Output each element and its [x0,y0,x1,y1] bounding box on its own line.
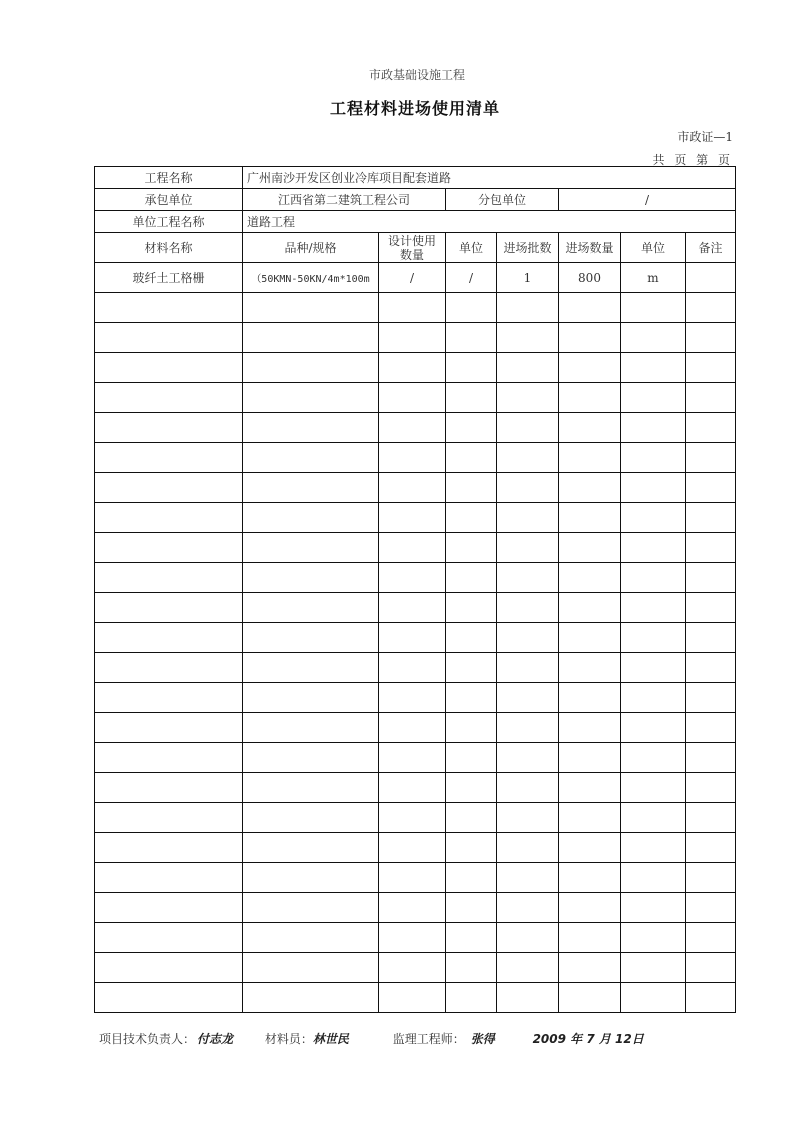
empty-table-row [95,443,736,473]
empty-cell [497,743,559,773]
empty-cell [497,833,559,863]
empty-cell [446,893,497,923]
cell-batches: 1 [497,263,559,293]
contractor-label: 承包单位 [95,189,243,211]
empty-cell [95,563,243,593]
empty-cell [243,353,379,383]
project-name-label: 工程名称 [95,167,243,189]
empty-cell [559,293,621,323]
empty-cell [379,593,446,623]
empty-cell [497,773,559,803]
empty-cell [497,953,559,983]
empty-cell [446,563,497,593]
empty-table-row [95,983,736,1013]
cell-material: 玻纤土工格栅 [95,263,243,293]
empty-cell [621,383,686,413]
empty-cell [243,893,379,923]
empty-cell [621,713,686,743]
empty-cell [686,683,736,713]
col-remark: 备注 [686,233,736,263]
empty-cell [446,653,497,683]
empty-cell [243,833,379,863]
empty-cell [686,743,736,773]
empty-cell [621,443,686,473]
empty-cell [243,473,379,503]
empty-table-row [95,953,736,983]
empty-cell [497,383,559,413]
empty-cell [621,953,686,983]
empty-cell [686,563,736,593]
empty-cell [559,623,621,653]
empty-cell [621,773,686,803]
empty-cell [686,353,736,383]
empty-cell [621,533,686,563]
empty-cell [446,473,497,503]
col-batches: 进场批数 [497,233,559,263]
empty-cell [95,743,243,773]
empty-table-row [95,713,736,743]
empty-cell [446,323,497,353]
empty-cell [686,983,736,1013]
empty-cell [95,923,243,953]
contractor-value: 江西省第二建筑工程公司 [243,189,446,211]
empty-cell [379,323,446,353]
col-material: 材料名称 [95,233,243,263]
material-list-table [94,166,736,1013]
empty-cell [95,413,243,443]
empty-table-row [95,923,736,953]
empty-cell [446,383,497,413]
empty-cell [497,653,559,683]
empty-cell [379,773,446,803]
empty-cell [379,533,446,563]
empty-table-row [95,413,736,443]
empty-cell [497,443,559,473]
empty-cell [559,713,621,743]
empty-cell [95,713,243,743]
empty-cell [686,293,736,323]
empty-cell [559,803,621,833]
empty-cell [243,773,379,803]
empty-cell [379,623,446,653]
unit-project-label: 单位工程名称 [95,211,243,233]
unit-project-value: 道路工程 [243,211,736,233]
page-count: 共 页 第 页 [652,153,733,167]
empty-cell [621,293,686,323]
empty-cell [497,503,559,533]
empty-cell [379,383,446,413]
empty-cell [243,503,379,533]
empty-cell [497,413,559,443]
empty-table-row [95,773,736,803]
empty-cell [621,413,686,443]
empty-cell [243,923,379,953]
empty-cell [559,743,621,773]
empty-cell [686,593,736,623]
empty-cell [243,653,379,683]
empty-cell [446,833,497,863]
empty-cell [379,293,446,323]
empty-cell [243,713,379,743]
empty-cell [446,863,497,893]
empty-cell [559,833,621,863]
cell-unit2: m [621,263,686,293]
empty-cell [559,863,621,893]
empty-cell [95,773,243,803]
empty-cell [621,983,686,1013]
empty-table-row [95,473,736,503]
empty-cell [559,503,621,533]
empty-cell [379,683,446,713]
empty-cell [559,323,621,353]
col-unit2: 单位 [621,233,686,263]
empty-cell [621,833,686,863]
empty-cell [379,503,446,533]
empty-cell [243,623,379,653]
empty-cell [446,443,497,473]
empty-cell [621,593,686,623]
empty-cell [379,653,446,683]
empty-cell [559,893,621,923]
empty-cell [559,473,621,503]
empty-cell [559,923,621,953]
empty-cell [95,863,243,893]
empty-cell [497,623,559,653]
empty-cell [621,803,686,833]
empty-cell [243,983,379,1013]
empty-cell [446,743,497,773]
empty-cell [243,743,379,773]
empty-cell [379,893,446,923]
material-clerk-signature: 林世民 [312,1032,349,1046]
empty-cell [243,863,379,893]
empty-cell [446,803,497,833]
empty-cell [446,593,497,623]
empty-cell [559,983,621,1013]
tech-lead-label: 项目技术负责人： [99,1032,196,1046]
empty-cell [621,923,686,953]
empty-cell [243,563,379,593]
empty-cell [379,923,446,953]
col-unit: 单位 [446,233,497,263]
empty-cell [379,413,446,443]
empty-table-row [95,383,736,413]
empty-cell [497,683,559,713]
empty-cell [497,593,559,623]
empty-cell [686,653,736,683]
contractor-row [95,189,736,211]
empty-cell [379,743,446,773]
cell-design-qty: / [379,263,446,293]
empty-cell [621,893,686,923]
document-subtitle: 市政基础设施工程 [368,68,465,82]
empty-table-row [95,293,736,323]
signature-footer [99,1030,739,1047]
empty-table-row [95,833,736,863]
empty-cell [446,983,497,1013]
project-name-row [95,167,736,189]
empty-cell [243,293,379,323]
empty-cell [559,773,621,803]
unit-project-row [95,211,736,233]
project-name-value: 广州南沙开发区创业冷库项目配套道路 [243,167,736,189]
empty-cell [621,743,686,773]
empty-cell [559,953,621,983]
cell-remark [686,263,736,293]
empty-cell [95,623,243,653]
column-header-row [95,233,736,263]
empty-cell [95,653,243,683]
subcontractor-value: / [559,189,736,211]
col-entry-qty: 进场数量 [559,233,621,263]
empty-table-row [95,803,736,833]
empty-cell [446,623,497,653]
empty-cell [95,353,243,383]
empty-cell [446,413,497,443]
empty-cell [621,563,686,593]
cell-entry-qty: 800 [559,263,621,293]
empty-cell [686,413,736,443]
empty-cell [95,953,243,983]
empty-table-row [95,593,736,623]
cell-unit: / [446,263,497,293]
empty-cell [95,383,243,413]
empty-cell [621,653,686,683]
empty-table-row [95,503,736,533]
table-row [95,263,736,293]
empty-cell [497,923,559,953]
empty-cell [686,953,736,983]
empty-cell [379,833,446,863]
empty-cell [559,593,621,623]
empty-cell [379,863,446,893]
empty-table-row [95,683,736,713]
empty-cell [621,503,686,533]
empty-cell [621,863,686,893]
empty-table-row [95,743,736,773]
empty-table-row [95,323,736,353]
empty-cell [559,443,621,473]
empty-cell [621,623,686,653]
empty-cell [559,533,621,563]
empty-cell [559,383,621,413]
empty-cell [379,713,446,743]
empty-cell [686,533,736,563]
empty-cell [686,383,736,413]
form-number: 市政证—1 [677,130,733,144]
empty-cell [621,323,686,353]
empty-cell [95,593,243,623]
empty-cell [379,353,446,383]
empty-cell [686,443,736,473]
empty-cell [379,803,446,833]
empty-table-row [95,533,736,563]
empty-cell [559,353,621,383]
empty-cell [243,803,379,833]
empty-cell [95,683,243,713]
empty-cell [446,953,497,983]
empty-cell [497,533,559,563]
empty-cell [686,503,736,533]
empty-cell [497,473,559,503]
empty-cell [95,473,243,503]
empty-cell [559,413,621,443]
empty-cell [497,983,559,1013]
empty-cell [95,443,243,473]
empty-cell [497,353,559,383]
empty-cell [446,503,497,533]
subcontractor-label: 分包单位 [446,189,559,211]
empty-cell [686,713,736,743]
empty-cell [497,563,559,593]
empty-cell [243,383,379,413]
empty-cell [686,923,736,953]
empty-cell [446,773,497,803]
col-design-qty: 设计使用数量 [379,233,446,263]
col-spec: 品种/规格 [243,233,379,263]
material-clerk-label: 材料员： [264,1032,313,1046]
empty-cell [621,473,686,503]
empty-cell [446,683,497,713]
empty-cell [95,323,243,353]
empty-cell [686,893,736,923]
empty-cell [95,893,243,923]
document-title: 工程材料进场使用清单 [329,99,500,118]
empty-cell [686,773,736,803]
empty-table-row [95,623,736,653]
empty-cell [446,293,497,323]
empty-table-row [95,863,736,893]
empty-cell [497,323,559,353]
empty-cell [621,683,686,713]
empty-table-row [95,653,736,683]
empty-cell [686,623,736,653]
empty-cell [95,803,243,833]
tech-lead-signature: 付志龙 [197,1032,234,1046]
empty-cell [686,473,736,503]
empty-cell [497,863,559,893]
empty-cell [95,503,243,533]
empty-cell [243,533,379,563]
empty-cell [243,323,379,353]
supervisor-label: 监理工程师： [392,1032,465,1046]
empty-cell [243,593,379,623]
empty-cell [686,323,736,353]
empty-cell [497,803,559,833]
sign-date: 2009 年 7 月 12日 [532,1032,644,1046]
empty-cell [95,533,243,563]
empty-cell [497,293,559,323]
empty-cell [379,473,446,503]
empty-cell [497,713,559,743]
empty-cell [379,563,446,593]
empty-cell [243,953,379,983]
empty-cell [559,683,621,713]
empty-cell [446,353,497,383]
empty-cell [446,533,497,563]
empty-cell [559,653,621,683]
empty-cell [379,983,446,1013]
empty-cell [686,803,736,833]
empty-cell [95,293,243,323]
empty-table-row [95,353,736,383]
supervisor-signature: 张得 [470,1032,495,1046]
empty-table-row [95,563,736,593]
empty-cell [621,353,686,383]
empty-cell [497,893,559,923]
cell-spec: （50KMN-50KN/4m*100m [243,263,379,293]
empty-cell [686,833,736,863]
empty-cell [379,443,446,473]
empty-cell [686,863,736,893]
empty-table-row [95,893,736,923]
empty-cell [243,413,379,443]
empty-cell [446,923,497,953]
empty-cell [243,443,379,473]
empty-cell [446,713,497,743]
empty-cell [379,953,446,983]
empty-cell [243,683,379,713]
empty-cell [95,833,243,863]
empty-cell [559,563,621,593]
empty-cell [95,983,243,1013]
